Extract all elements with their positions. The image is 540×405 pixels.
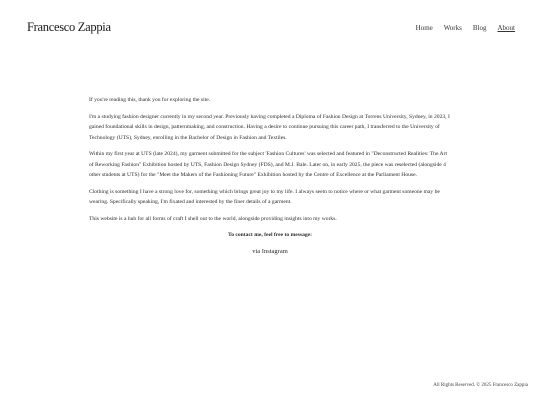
exhibition-paragraph: Within my first year at UTS (late 2024), my garment submitted for the subject 'Fashion Cultures' was selected and featured in "Deconstructed Realities: The Art of Reworking Fashion" Exhibition hosted by UTS, Fashion Design Sydney (FDS), and M.J. Bale. Later on, in early 2025, the piece was reselected (alongside 4 other students at UTS) for the "Meet the Makers of the Fashioning Future" Exhibition hosted by the Centre of Excellence at the Parliament House. <box>89 151 447 178</box>
nav-about-link[interactable]: About <box>497 24 515 32</box>
nav-home-link[interactable]: Home <box>415 24 433 32</box>
contact-heading: To contact me, feel free to message: <box>227 232 313 238</box>
intro-paragraph: If you're reading this, thank you for exploring the site. <box>89 97 211 103</box>
nav-works-link[interactable]: Works <box>443 24 462 32</box>
instagram-link[interactable]: via Instagram <box>252 247 288 255</box>
footer-copyright: All Rights Reserved. © 2025 Francesco Zappia <box>433 383 528 388</box>
passion-paragraph: Clothing is something I have a strong love for, something which brings great joy to my life. I always seem to notice where or what garment someone may be wearing. Specifically speaking, I'm fixated and interested by the finer details of a garment. <box>89 188 440 205</box>
nav-blog-link[interactable]: Blog <box>472 24 487 32</box>
site-title[interactable]: Francesco Zappia <box>27 20 111 34</box>
about-content <box>89 95 451 257</box>
site-header <box>0 0 540 50</box>
main-nav <box>416 24 515 32</box>
website-purpose-paragraph: This website is a hub for all forms of craft I shell out to the world, alongside providing insights into my works. <box>89 215 337 222</box>
background-paragraph: I'm a studying fashion designer currently in my second year. Previously having completed a Diploma of Fashion Design at Torrens University, Sydney, in 2023, I gained foundational skills in design, patternmaking, and construction. Having a desire to continue pursuing this career path, I transferred to the University of Technology (UTS), Sydney, enrolling in the Bachelor of Design in Fashion and Textiles. <box>89 113 450 141</box>
